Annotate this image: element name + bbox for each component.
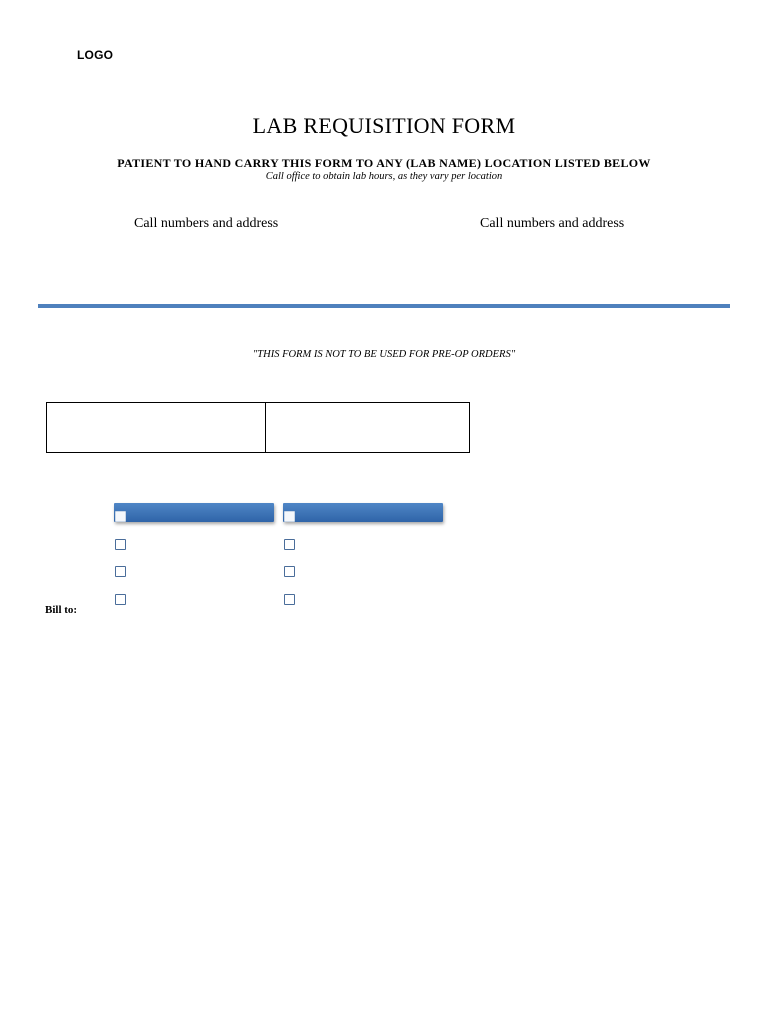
billing-checkbox-left-1[interactable] — [115, 511, 126, 522]
billing-header-bar-left — [114, 503, 274, 522]
location-right-address: Call numbers and address — [480, 216, 625, 231]
billing-checkbox-left-4[interactable] — [115, 594, 126, 605]
pre-op-warning: "THIS FORM IS NOT TO BE USED FOR PRE-OP ORDERS" — [252, 349, 516, 360]
logo-placeholder: LOGO — [77, 48, 114, 62]
patient-info-cell-left[interactable] — [47, 403, 266, 452]
billing-checkbox-right-4[interactable] — [284, 594, 295, 605]
lab-hours-note: Call office to obtain lab hours, as they vary per location — [265, 171, 503, 182]
billing-checkbox-left-2[interactable] — [115, 539, 126, 550]
billing-header-bar-right — [283, 503, 443, 522]
location-left-address: Call numbers and address — [134, 216, 279, 231]
billing-checkbox-right-1[interactable] — [284, 511, 295, 522]
billing-checkbox-right-3[interactable] — [284, 566, 295, 577]
patient-info-box — [46, 402, 470, 453]
section-divider — [38, 304, 730, 308]
form-subtitle: PATIENT TO HAND CARRY THIS FORM TO ANY (LAB NAME) LOCATION LISTED BELOW — [117, 156, 651, 170]
billing-checkbox-left-3[interactable] — [115, 566, 126, 577]
patient-info-cell-right[interactable] — [266, 403, 469, 452]
bill-to-label: Bill to: — [45, 604, 78, 616]
billing-checkbox-right-2[interactable] — [284, 539, 295, 550]
form-title: LAB REQUISITION FORM — [252, 113, 516, 138]
